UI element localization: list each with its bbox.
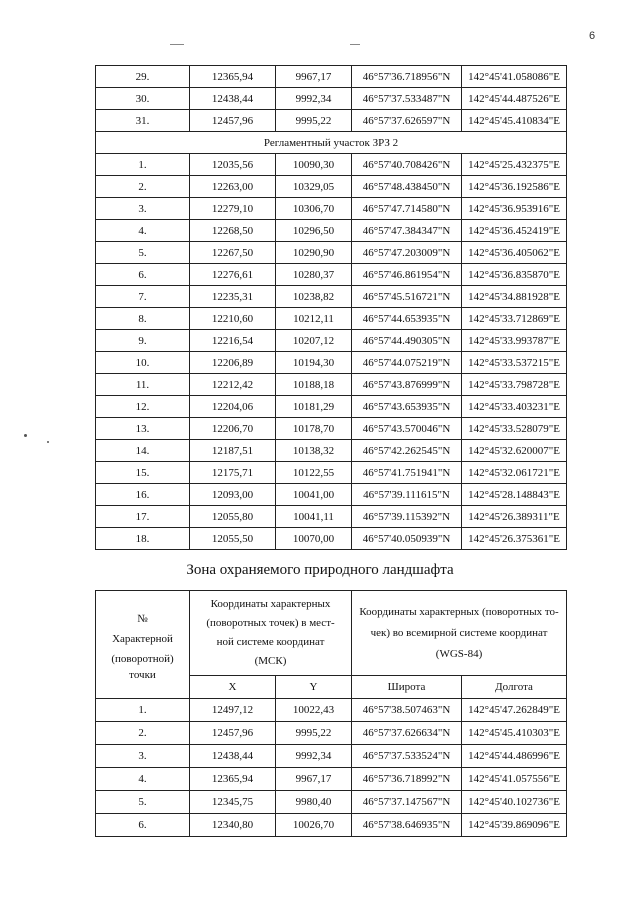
y-cell: 10280,37 xyxy=(276,264,352,286)
latitude-cell: 46°57'46.861954"N xyxy=(352,264,462,286)
latitude-cell: 46°57'36.718992"N xyxy=(352,768,462,791)
y-cell: 9967,17 xyxy=(276,768,352,791)
longitude-cell: 142°45'33.993787"E xyxy=(462,330,567,352)
longitude-cell: 142°45'33.528079"E xyxy=(462,418,567,440)
section-title: Зона охраняемого природного ландшафта xyxy=(186,562,454,578)
longitude-cell: 142°45'32.620007"E xyxy=(462,440,567,462)
point-number-cell: 15. xyxy=(96,462,190,484)
x-cell: 12216,54 xyxy=(190,330,276,352)
latitude-cell: 46°57'40.050939"N xyxy=(352,528,462,550)
x-cell: 12212,42 xyxy=(190,374,276,396)
point-number-cell: 16. xyxy=(96,484,190,506)
longitude-cell: 142°45'36.452419"E xyxy=(462,220,567,242)
table-row xyxy=(96,330,567,352)
longitude-cell: 142°45'44.486996"E xyxy=(462,745,567,768)
x-cell: 12206,70 xyxy=(190,418,276,440)
latitude-cell: 46°57'39.115392"N xyxy=(352,506,462,528)
table-row xyxy=(96,308,567,330)
latitude-cell: 46°57'44.075219"N xyxy=(352,352,462,374)
world-coords-header xyxy=(352,591,567,676)
x-cell: 12438,44 xyxy=(190,745,276,768)
latitude-cell: 46°57'44.490305"N xyxy=(352,330,462,352)
y-cell: 10194,30 xyxy=(276,352,352,374)
y-cell: 10090,30 xyxy=(276,154,352,176)
longitude-cell: 142°45'39.869096"E xyxy=(462,814,567,837)
point-number-cell: 14. xyxy=(96,440,190,462)
point-header-line: (поворотной) xyxy=(111,652,174,665)
y-cell: 10238,82 xyxy=(276,286,352,308)
y-cell: 10290,90 xyxy=(276,242,352,264)
point-number-cell: 5. xyxy=(96,791,190,814)
x-cell: 12055,80 xyxy=(190,506,276,528)
y-cell: 10306,70 xyxy=(276,198,352,220)
local-coords-header xyxy=(190,591,352,676)
table-row xyxy=(96,699,567,722)
local-header-line: (МСК) xyxy=(254,655,287,667)
local-header-line: (поворотных точек) в мест- xyxy=(206,617,335,629)
x-cell: 12267,50 xyxy=(190,242,276,264)
table-row xyxy=(96,484,567,506)
y-cell: 10041,11 xyxy=(276,506,352,528)
point-header-line: № xyxy=(137,612,148,625)
x-cell: 12340,80 xyxy=(190,814,276,837)
table-row xyxy=(96,66,567,88)
latitude-cell: 46°57'45.516721"N xyxy=(352,286,462,308)
point-number-cell: 31. xyxy=(96,110,190,132)
point-number-cell: 2. xyxy=(96,722,190,745)
longitude-cell: 142°45'41.058086"E xyxy=(462,66,567,88)
latitude-cell: 46°57'37.533487"N xyxy=(352,88,462,110)
coordinates-table-landscape-zone-body xyxy=(96,591,567,837)
coordinates-table-zrz xyxy=(95,65,567,550)
table-row xyxy=(96,506,567,528)
x-cell: 12055,50 xyxy=(190,528,276,550)
y-cell: 9980,40 xyxy=(276,791,352,814)
y-cell: 10181,29 xyxy=(276,396,352,418)
y-cell: 9995,22 xyxy=(276,722,352,745)
table-row xyxy=(96,220,567,242)
point-number-cell: 3. xyxy=(96,745,190,768)
point-number-cell: 10. xyxy=(96,352,190,374)
header-row xyxy=(96,591,567,676)
y-cell: 10296,50 xyxy=(276,220,352,242)
x-cell: 12279,10 xyxy=(190,198,276,220)
table-row xyxy=(96,396,567,418)
point-number-cell: 2. xyxy=(96,176,190,198)
longitude-cell: 142°45'33.537215"E xyxy=(462,352,567,374)
longitude-cell: 142°45'45.410303"E xyxy=(462,722,567,745)
point-number-cell: 13. xyxy=(96,418,190,440)
y-cell: 10212,11 xyxy=(276,308,352,330)
x-cell: 12365,94 xyxy=(190,66,276,88)
y-cell: 10329,05 xyxy=(276,176,352,198)
coordinates-table-landscape-zone xyxy=(95,590,567,837)
latitude-cell: 46°57'38.507463"N xyxy=(352,699,462,722)
x-cell: 12093,00 xyxy=(190,484,276,506)
table-row xyxy=(96,242,567,264)
latitude-cell: 46°57'42.262545"N xyxy=(352,440,462,462)
point-number-cell: 8. xyxy=(96,308,190,330)
local-header-line: Координаты характерных xyxy=(210,598,331,610)
point-number-cell: 3. xyxy=(96,198,190,220)
x-cell: 12263,00 xyxy=(190,176,276,198)
subsection-title: Регламентный участок ЗРЗ 2 xyxy=(96,132,567,154)
world-header-line: Координаты характерных (поворотных то- xyxy=(359,605,559,618)
x-cell: 12210,60 xyxy=(190,308,276,330)
latitude-cell: 46°57'48.438450"N xyxy=(352,176,462,198)
x-cell: 12204,06 xyxy=(190,396,276,418)
table-row xyxy=(96,418,567,440)
table-row xyxy=(96,154,567,176)
longitude-header: Долгота xyxy=(462,676,567,699)
point-number-cell: 7. xyxy=(96,286,190,308)
scan-artifact-dot xyxy=(47,441,49,443)
longitude-cell: 142°45'36.192586"E xyxy=(462,176,567,198)
y-cell: 10041,00 xyxy=(276,484,352,506)
longitude-cell: 142°45'47.262849"E xyxy=(462,699,567,722)
subsection-row xyxy=(96,132,567,154)
longitude-cell: 142°45'28.148843"E xyxy=(462,484,567,506)
longitude-cell: 142°45'33.712869"E xyxy=(462,308,567,330)
table-row xyxy=(96,462,567,484)
longitude-cell: 142°45'44.487526"E xyxy=(462,88,567,110)
x-cell: 12438,44 xyxy=(190,88,276,110)
latitude-cell: 46°57'37.533524"N xyxy=(352,745,462,768)
point-number-cell: 12. xyxy=(96,396,190,418)
local-header-line: ной системе координат xyxy=(216,636,325,648)
point-number-cell: 30. xyxy=(96,88,190,110)
x-cell: 12035,56 xyxy=(190,154,276,176)
longitude-cell: 142°45'36.953916"E xyxy=(462,198,567,220)
point-number-cell: 4. xyxy=(96,768,190,791)
latitude-cell: 46°57'43.653935"N xyxy=(352,396,462,418)
y-cell: 9992,34 xyxy=(276,88,352,110)
x-cell: 12497,12 xyxy=(190,699,276,722)
point-header-line: точки xyxy=(129,668,156,681)
longitude-cell: 142°45'36.835870"E xyxy=(462,264,567,286)
table-row xyxy=(96,110,567,132)
y-cell: 9992,34 xyxy=(276,745,352,768)
coordinates-table-zrz-body xyxy=(96,66,567,550)
longitude-cell: 142°45'26.375361"E xyxy=(462,528,567,550)
table-row xyxy=(96,176,567,198)
scan-artifact-line xyxy=(350,44,360,45)
scan-artifact-line xyxy=(170,44,184,45)
table-row xyxy=(96,768,567,791)
x-cell: 12365,94 xyxy=(190,768,276,791)
y-header: Y xyxy=(276,676,352,699)
table-row xyxy=(96,814,567,837)
table-row xyxy=(96,88,567,110)
point-number-cell: 5. xyxy=(96,242,190,264)
x-cell: 12187,51 xyxy=(190,440,276,462)
latitude-cell: 46°57'37.147567"N xyxy=(352,791,462,814)
x-cell: 12175,71 xyxy=(190,462,276,484)
latitude-cell: 46°57'39.111615"N xyxy=(352,484,462,506)
y-cell: 10070,00 xyxy=(276,528,352,550)
latitude-cell: 46°57'37.626634"N xyxy=(352,722,462,745)
table-row xyxy=(96,264,567,286)
y-cell: 10122,55 xyxy=(276,462,352,484)
latitude-cell: 46°57'40.708426"N xyxy=(352,154,462,176)
latitude-cell: 46°57'47.714580"N xyxy=(352,198,462,220)
scan-artifact-dot xyxy=(24,434,27,437)
x-cell: 12206,89 xyxy=(190,352,276,374)
point-number-cell: 1. xyxy=(96,154,190,176)
longitude-cell: 142°45'33.403231"E xyxy=(462,396,567,418)
point-number-cell: 17. xyxy=(96,506,190,528)
point-number-cell: 1. xyxy=(96,699,190,722)
x-cell: 12276,61 xyxy=(190,264,276,286)
page-number: 6 xyxy=(589,30,596,42)
y-cell: 10188,18 xyxy=(276,374,352,396)
table-row xyxy=(96,198,567,220)
point-number-cell: 6. xyxy=(96,264,190,286)
x-cell: 12457,96 xyxy=(190,722,276,745)
table-row xyxy=(96,374,567,396)
y-cell: 10138,32 xyxy=(276,440,352,462)
point-number-cell: 29. xyxy=(96,66,190,88)
point-number-cell: 4. xyxy=(96,220,190,242)
longitude-cell: 142°45'26.389311"E xyxy=(462,506,567,528)
table-row xyxy=(96,722,567,745)
table-row xyxy=(96,745,567,768)
table-row xyxy=(96,352,567,374)
longitude-cell: 142°45'45.410834"E xyxy=(462,110,567,132)
table-row xyxy=(96,440,567,462)
latitude-header: Широта xyxy=(352,676,462,699)
latitude-cell: 46°57'43.876999"N xyxy=(352,374,462,396)
point-number-cell: 11. xyxy=(96,374,190,396)
latitude-cell: 46°57'47.384347"N xyxy=(352,220,462,242)
latitude-cell: 46°57'37.626597"N xyxy=(352,110,462,132)
longitude-cell: 142°45'40.102736"E xyxy=(462,791,567,814)
longitude-cell: 142°45'25.432375"E xyxy=(462,154,567,176)
longitude-cell: 142°45'32.061721"E xyxy=(462,462,567,484)
longitude-cell: 142°45'36.405062"E xyxy=(462,242,567,264)
y-cell: 10022,43 xyxy=(276,699,352,722)
point-number-cell: 9. xyxy=(96,330,190,352)
longitude-cell: 142°45'41.057556"E xyxy=(462,768,567,791)
x-cell: 12268,50 xyxy=(190,220,276,242)
y-cell: 10178,70 xyxy=(276,418,352,440)
table-row xyxy=(96,791,567,814)
table-row xyxy=(96,528,567,550)
point-number-cell: 6. xyxy=(96,814,190,837)
x-header: X xyxy=(190,676,276,699)
latitude-cell: 46°57'43.570046"N xyxy=(352,418,462,440)
latitude-cell: 46°57'47.203009"N xyxy=(352,242,462,264)
x-cell: 12345,75 xyxy=(190,791,276,814)
latitude-cell: 46°57'38.646935"N xyxy=(352,814,462,837)
latitude-cell: 46°57'36.718956"N xyxy=(352,66,462,88)
x-cell: 12235,31 xyxy=(190,286,276,308)
latitude-cell: 46°57'41.751941"N xyxy=(352,462,462,484)
y-cell: 10207,12 xyxy=(276,330,352,352)
y-cell: 10026,70 xyxy=(276,814,352,837)
y-cell: 9995,22 xyxy=(276,110,352,132)
point-header-line: Характерной xyxy=(112,632,173,645)
point-number-header xyxy=(96,591,190,699)
world-header-line: чек) во всемирной системе координат xyxy=(370,626,548,639)
table-row xyxy=(96,286,567,308)
point-number-cell: 18. xyxy=(96,528,190,550)
latitude-cell: 46°57'44.653935"N xyxy=(352,308,462,330)
world-header-line: (WGS-84) xyxy=(435,647,483,660)
x-cell: 12457,96 xyxy=(190,110,276,132)
longitude-cell: 142°45'34.881928"E xyxy=(462,286,567,308)
y-cell: 9967,17 xyxy=(276,66,352,88)
longitude-cell: 142°45'33.798728"E xyxy=(462,374,567,396)
